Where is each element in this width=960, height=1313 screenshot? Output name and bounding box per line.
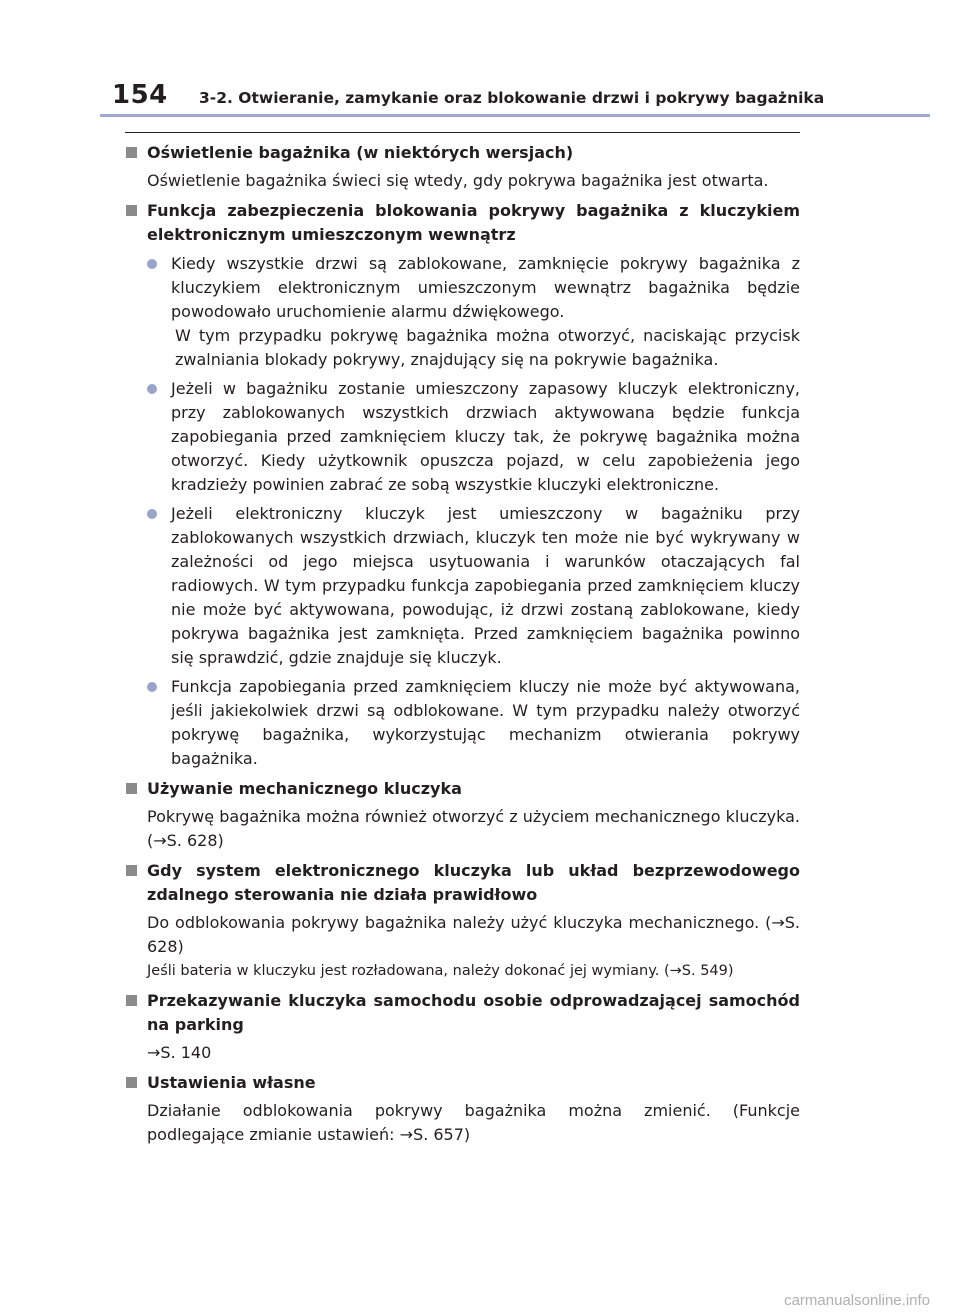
section-heading: Oświetlenie bagażnika (w niektórych wersjach) <box>125 141 800 165</box>
bullet-item: Jeżeli w bagażniku zostanie umieszczony zapasowy kluczyk elektroniczny, przy zablokowanych wszystkich drzwiach aktywowana będzie funkcja zapobiegania przed zamknięciem kluczy tak, że pokrywę bagażnika można otworzyć. Kiedy użytkownik opuszcza pojazd, w celu zapobieżenia jego kradzieży powinien zabrać ze sobą wszystkie kluczyki elektroniczne. <box>125 377 800 497</box>
round-bullet-icon <box>147 509 157 519</box>
arrow-right-icon: → <box>399 1125 414 1144</box>
section-lock-protection <box>125 199 800 771</box>
page-number: 154 <box>112 80 168 110</box>
square-bullet-icon <box>126 205 137 216</box>
square-bullet-icon <box>126 995 137 1006</box>
round-bullet-icon <box>147 384 157 394</box>
watermark: carmanualsonline.info <box>784 1292 930 1309</box>
bullet-subtext: W tym przypadku pokrywę bagażnika można otworzyć, naciskając przycisk zwalniania blokady pokrywy, znajdujący się na pokrywie bagażnika. <box>175 326 800 369</box>
page-content <box>125 141 800 1147</box>
section-heading: Gdy system elektronicznego kluczyka lub układ bezprzewodowego zdalnego sterowania nie działa prawidłowo <box>125 859 800 907</box>
arrow-right-icon: → <box>153 831 167 850</box>
page-header <box>0 0 960 118</box>
section-text: Pokrywę bagażnika można również otworzyć z użyciem mechanicznego kluczyka. (→S. 628) <box>147 807 800 850</box>
arrow-right-icon: → <box>147 1043 161 1062</box>
square-bullet-icon <box>126 147 137 158</box>
section-heading: Funkcja zabezpieczenia blokowania pokrywy bagażnika z kluczykiem elektronicznym umieszczonym wewnątrz <box>125 199 800 247</box>
square-bullet-icon <box>126 1077 137 1088</box>
bullet-item: Kiedy wszystkie drzwi są zablokowane, zamknięcie pokrywy bagażnika z kluczykiem elektronicznym umieszczonym wewnątrz bagażnika będzie powodowało uruchomienie alarmu dźwiękowego. <box>125 252 800 324</box>
header-rule <box>100 114 930 117</box>
bullet-item: Funkcja zapobiegania przed zamknięciem kluczy nie może być aktywowana, jeśli jakiekolwiek drzwi są odblokowane. W tym przypadku należy otworzyć pokrywę bagażnika, wykorzystując mechanizm otwierania pokrywy bagażnika. <box>125 675 800 771</box>
section-customization <box>125 1071 800 1147</box>
section-text: Oświetlenie bagażnika świeci się wtedy, gdy pokrywa bagażnika jest otwarta. <box>147 171 769 190</box>
arrow-right-icon: → <box>669 963 682 979</box>
chapter-title: 3-2. Otwieranie, zamykanie oraz blokowanie drzwi i pokrywy bagażnika <box>199 89 825 107</box>
square-bullet-icon <box>126 865 137 876</box>
section-heading: Ustawienia własne <box>125 1071 800 1095</box>
section-note: Jeśli bateria w kluczyku jest rozładowana, należy dokonać jej wymiany. (→S. 549) <box>147 963 734 979</box>
arrow-right-icon: → <box>771 913 785 932</box>
square-bullet-icon <box>126 783 137 794</box>
section-valet <box>125 989 800 1065</box>
content-top-rule <box>125 132 800 133</box>
page-reference-link[interactable]: S. 628) <box>147 913 800 956</box>
section-text: Do odblokowania pokrywy bagażnika należy użyć kluczyka mechanicznego. (→S. 628) <box>147 913 800 956</box>
round-bullet-icon <box>147 682 157 692</box>
section-heading: Przekazywanie kluczyka samochodu osobie odprowadzającej samochód na parking <box>125 989 800 1037</box>
page-reference-link[interactable]: S. 657) <box>413 1125 471 1144</box>
page-reference-link[interactable]: S. 140 <box>160 1043 212 1062</box>
round-bullet-icon <box>147 259 157 269</box>
page-reference-link[interactable]: S. 549) <box>681 963 734 979</box>
section-heading: Używanie mechanicznego kluczyka <box>125 777 800 801</box>
page-reference-link[interactable]: S. 628) <box>166 831 224 850</box>
section-text <box>125 1041 800 1065</box>
section-mechanical-key <box>125 777 800 853</box>
section-text: Działanie odblokowania pokrywy bagażnika można zmienić. (Funkcje podlegające zmianie ustawień: →S. 657) <box>147 1101 800 1144</box>
section-malfunction <box>125 859 800 983</box>
bullet-item: Jeżeli elektroniczny kluczyk jest umieszczony w bagażniku przy zablokowanych wszystkich drzwiach, kluczyk ten może nie być wykrywany w zależności od jego miejsca usytuowania i warunków otaczających fal radiowych. W tym przypadku funkcja zapobiegania przed zamknięciem kluczy nie może być aktywowana, powodując, iż drzwi zostaną zablokowane, kiedy pokrywa bagażnika jest zamknięta. Przed zamknięciem bagażnika powinno się sprawdzić, gdzie znajduje się kluczyk. <box>125 502 800 670</box>
section-trunk-light <box>125 141 800 193</box>
